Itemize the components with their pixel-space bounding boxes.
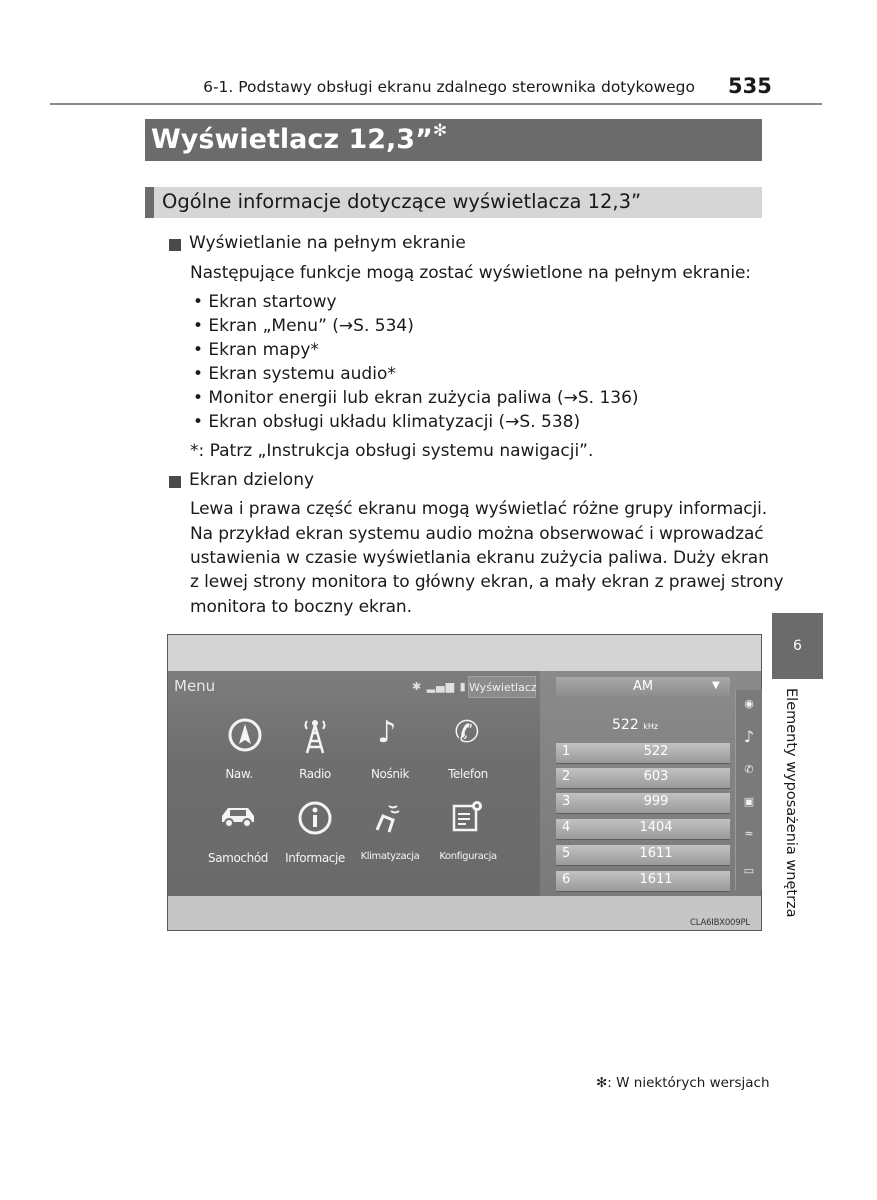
bluetooth-icon: ✱ <box>412 680 423 693</box>
paragraph-line: z lewej strony monitora to główny ekran, a mały ekran z prawej strony <box>190 572 784 592</box>
preset-value: 999 <box>643 794 669 809</box>
media-icon[interactable]: ♪ <box>377 715 397 750</box>
page-number: 535 <box>728 74 772 98</box>
list-item: • Ekran obsługi układu klimatyzacji (→S. 538) <box>193 412 581 432</box>
app-label: Nośnik <box>370 767 410 781</box>
app-label: Samochód <box>208 851 268 865</box>
side-icon-strip <box>735 690 762 890</box>
display-button[interactable]: Wyświetlacz <box>468 676 536 698</box>
paragraph-line: Lewa i prawa część ekranu mogą wyświetlać różne grupy informacji. <box>190 499 768 519</box>
list-item: • Monitor energii lub ekran zużycia paliwa (→S. 136) <box>193 388 639 408</box>
subtitle: Ogólne informacje dotyczące wyświetlacza 12,3” <box>162 190 642 213</box>
preset-number: 4 <box>562 820 571 835</box>
list-item: • Ekran mapy* <box>193 340 319 360</box>
figure-code: CLA6IBX009PL <box>690 918 750 928</box>
app-label: Naw. <box>225 767 253 781</box>
preset-button[interactable] <box>556 819 730 840</box>
radio-icon[interactable] <box>280 717 350 763</box>
preset-number: 2 <box>562 769 571 784</box>
preset-number: 1 <box>562 744 571 759</box>
section-heading: Wyświetlanie na pełnym ekranie <box>189 233 466 253</box>
chapter-tab: 6 <box>772 613 823 679</box>
app-label: Informacje <box>285 851 345 865</box>
title-footnote-marker: ✻ <box>432 121 448 141</box>
list-item: • Ekran systemu audio* <box>193 364 396 384</box>
navigation-icon[interactable] <box>210 717 280 761</box>
settings-icon[interactable] <box>432 798 502 842</box>
preset-number: 5 <box>562 846 571 861</box>
preset-button[interactable] <box>556 793 730 814</box>
running-header: 6-1. Podstawy obsługi ekranu zdalnego sterownika dotykowego <box>203 78 695 96</box>
preset-value: 1611 <box>639 872 673 887</box>
preset-value: 1404 <box>639 820 673 835</box>
note: *: Patrz „Instrukcja obsługi systemu nawigacji”. <box>190 441 594 461</box>
climate-small-icon[interactable]: ≈ <box>744 827 754 840</box>
paragraph-line: Na przykład ekran systemu audio można obserwować i wprowadzać <box>190 524 764 544</box>
frequency-unit: kHz <box>643 722 659 731</box>
figure-top-band <box>168 635 761 671</box>
header-rule <box>50 103 822 105</box>
preset-number: 3 <box>562 794 571 809</box>
screen-small-icon[interactable]: ▭ <box>743 864 755 877</box>
footnote: ✻: W niektórych wersjach <box>596 1075 770 1091</box>
app-label: Klimatyzacja <box>360 851 420 862</box>
paragraph: Następujące funkcje mogą zostać wyświetlone na pełnym ekranie: <box>190 263 751 283</box>
dropdown-arrow-icon: ▼ <box>712 680 720 691</box>
page-title <box>151 121 448 155</box>
phone-icon[interactable]: ✆ <box>454 715 480 750</box>
phone-small-icon[interactable]: ✆ <box>744 763 754 776</box>
status-icons <box>412 680 467 693</box>
preset-value: 522 <box>643 744 669 759</box>
car-icon[interactable] <box>203 800 273 838</box>
bullet-square-icon <box>169 476 181 488</box>
paragraph-line: ustawienia w czasie wyświetlania ekranu zużycia paliwa. Duży ekran <box>190 548 769 568</box>
band-selector[interactable]: AM <box>556 677 730 697</box>
list-item: • Ekran startowy <box>193 292 337 312</box>
menu-title: Menu <box>174 677 216 695</box>
section-heading: Ekran dzielony <box>189 470 315 490</box>
app-label: Konfiguracja <box>439 851 497 862</box>
paragraph-line: monitora to boczny ekran. <box>190 597 412 617</box>
preset-button[interactable] <box>556 845 730 866</box>
figure-bottom-band <box>168 896 761 930</box>
preset-button[interactable] <box>556 768 730 789</box>
preset-number: 6 <box>562 872 571 887</box>
preset-value: 1611 <box>639 846 673 861</box>
bullet-square-icon <box>169 239 181 251</box>
frequency-value: 522 <box>612 717 639 733</box>
preset-button[interactable] <box>556 743 730 764</box>
app-label: Telefon <box>448 767 488 781</box>
info-icon[interactable] <box>280 800 350 844</box>
image-small-icon[interactable]: ▣ <box>743 795 755 808</box>
audio-small-icon[interactable]: ♪ <box>743 727 755 746</box>
signal-icon: ▂▄▆ <box>426 680 456 693</box>
page-title-text: Wyświetlacz 12,3” <box>151 124 433 155</box>
battery-icon: ▮ <box>459 680 467 693</box>
list-item: • Ekran „Menu” (→S. 534) <box>193 316 414 336</box>
climate-icon[interactable] <box>352 800 422 844</box>
chapter-tab-label: Elementy wyposażenia wnętrza <box>783 688 799 918</box>
preset-value: 603 <box>643 769 669 784</box>
app-label: Radio <box>299 767 331 781</box>
nav-small-icon[interactable]: ◉ <box>744 697 754 710</box>
frequency-readout <box>612 717 658 733</box>
preset-button[interactable] <box>556 871 730 892</box>
